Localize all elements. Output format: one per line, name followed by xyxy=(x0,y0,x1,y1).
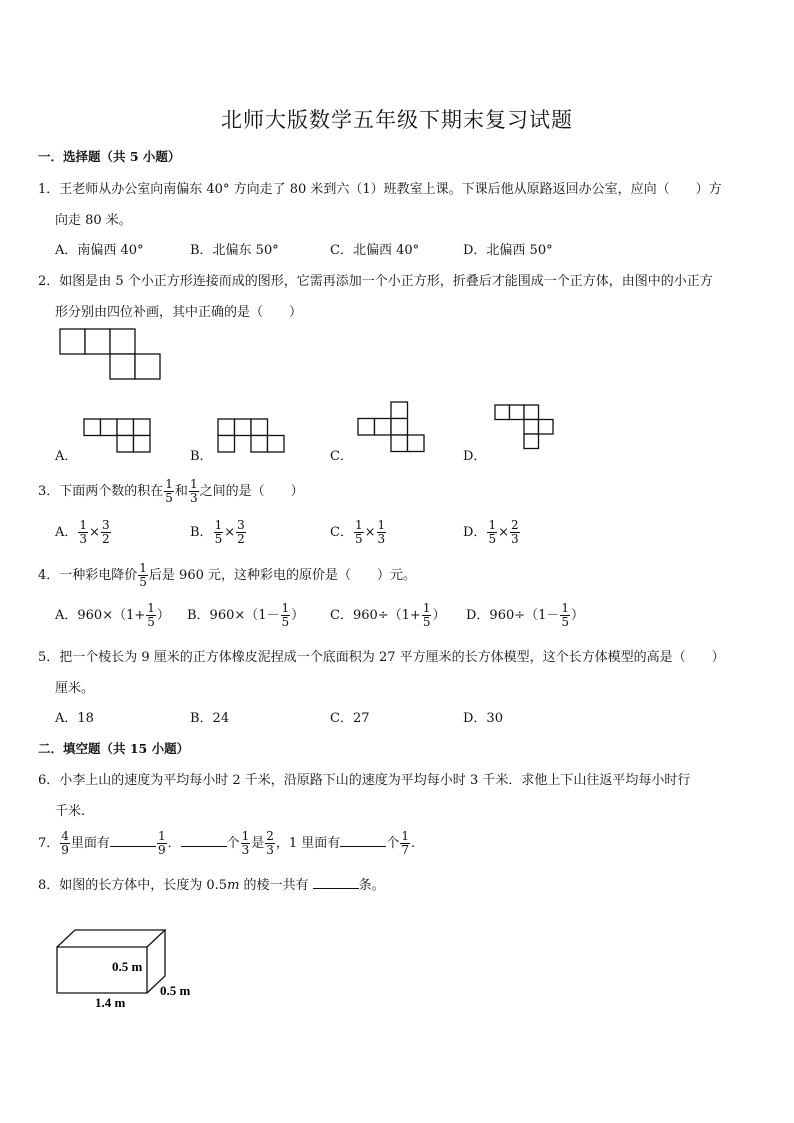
option-text: ） xyxy=(571,608,585,623)
q3-option-b xyxy=(190,519,247,546)
q3-option-c xyxy=(330,519,387,546)
q3-option-d xyxy=(463,519,521,546)
frac-numerator: 1 xyxy=(165,477,173,491)
q2-option-a-label: A． xyxy=(55,449,78,464)
frac-denominator: 5 xyxy=(354,532,363,546)
fraction xyxy=(377,519,387,546)
q1-option-d: D．北偏西 50° xyxy=(463,243,553,258)
question-number: 7． xyxy=(38,836,60,851)
fraction xyxy=(146,602,156,629)
q8-text: 的棱一共有 xyxy=(239,878,313,893)
frac-denominator: 3 xyxy=(189,491,198,505)
q1-option-b: B．北偏东 50° xyxy=(190,243,279,258)
q4-option-c xyxy=(330,602,445,629)
frac-numerator: 1 xyxy=(281,601,290,615)
frac-denominator: 5 xyxy=(165,491,173,505)
frac-numerator: 1 xyxy=(401,829,409,843)
section-heading-choice: 一．选择题（共 5 小题） xyxy=(38,149,181,164)
q7-text: 里面有 xyxy=(70,836,110,851)
q3-fraction-lower xyxy=(164,478,174,505)
fraction xyxy=(265,830,275,857)
operator: × xyxy=(89,525,100,540)
frac-denominator: 5 xyxy=(139,575,147,589)
frac-denominator: 2 xyxy=(237,532,245,546)
frac-numerator: 4 xyxy=(61,829,69,843)
frac-denominator: 5 xyxy=(147,615,155,629)
question-7 xyxy=(38,830,415,857)
frac-denominator: 3 xyxy=(266,843,274,857)
q8-text: 8．如图的长方体中，长度为 0.5 xyxy=(38,878,228,893)
frac-denominator: 5 xyxy=(488,532,497,546)
option-text: ） xyxy=(432,608,446,623)
frac-denominator: 5 xyxy=(214,532,223,546)
frac-numerator: 2 xyxy=(510,518,519,532)
option-text: D．960÷（1－ xyxy=(466,608,560,623)
frac-denominator: 5 xyxy=(281,615,290,629)
fraction xyxy=(60,830,70,857)
fraction xyxy=(487,519,497,546)
q7-text: . xyxy=(410,836,416,851)
cuboid-width-label: 0.5 m xyxy=(160,983,191,998)
option-label: A． xyxy=(55,525,78,540)
q4-text-prefix: 4．一种彩电降价 xyxy=(38,568,138,583)
frac-denominator: 2 xyxy=(101,532,110,546)
frac-numerator: 1 xyxy=(139,561,147,575)
q3-text-suffix: 之间的是（ ） xyxy=(199,484,304,499)
frac-numerator: 1 xyxy=(377,518,386,532)
fraction xyxy=(422,602,432,629)
option-text: ） xyxy=(291,608,305,623)
frac-numerator: 1 xyxy=(147,601,155,615)
answer-blank[interactable] xyxy=(313,876,359,889)
q2-option-d-label: D． xyxy=(463,449,487,464)
q2-option-b-label: B． xyxy=(190,449,213,464)
q2-option-c-figure xyxy=(358,402,428,454)
q2-option-c-label: C． xyxy=(330,449,353,464)
option-text: ） xyxy=(156,608,170,623)
cuboid-top-face xyxy=(57,930,165,947)
q4-option-d xyxy=(466,602,584,629)
q2-option-b-figure xyxy=(218,419,288,453)
section-heading-fill-in: 二．填空题（共 15 小题） xyxy=(38,741,190,756)
question-2-line-2: 形分别由四位补画，其中正确的是（ ） xyxy=(55,305,303,320)
question-3 xyxy=(38,478,304,505)
frac-numerator: 3 xyxy=(101,518,110,532)
q2-option-a-figure xyxy=(84,419,152,453)
q3-text-prefix: 3．下面两个数的积在 xyxy=(38,484,164,499)
page-title: 北师大版数学五年级下期末复习试题 xyxy=(221,108,573,132)
question-4 xyxy=(38,562,416,589)
q3-fraction-upper xyxy=(189,478,199,505)
fraction xyxy=(101,519,111,546)
q8-unit: m xyxy=(227,878,240,893)
answer-blank[interactable] xyxy=(110,834,156,847)
operator: × xyxy=(224,525,236,540)
q5-option-d: D．30 xyxy=(463,711,503,726)
frac-numerator: 1 xyxy=(214,518,223,532)
q1-option-c: C．北偏西 40° xyxy=(330,243,420,258)
q4-option-b xyxy=(187,602,304,629)
fraction xyxy=(214,519,224,546)
option-label: C． xyxy=(330,525,353,540)
fraction xyxy=(560,602,570,629)
q4-text-suffix: 后是 960 元，这种彩电的原价是（ ）元。 xyxy=(148,568,416,583)
question-6-line-1: 6．小李上山的速度为平均每小时 2 千米，沿原路下山的速度为平均每小时 3 千米．求他上下山往返平均每小时行 xyxy=(38,773,691,788)
fraction xyxy=(236,519,246,546)
q4-option-a xyxy=(55,602,170,629)
frac-numerator: 1 xyxy=(241,829,250,843)
frac-denominator: 9 xyxy=(157,843,166,857)
question-6-line-2: 千米. xyxy=(55,804,86,819)
frac-numerator: 1 xyxy=(189,477,198,491)
fraction xyxy=(78,519,88,546)
operator: × xyxy=(364,525,376,540)
frac-denominator: 5 xyxy=(422,615,431,629)
frac-denominator: 9 xyxy=(61,843,69,857)
q7-text: ，1 里面有 xyxy=(275,836,341,851)
frac-numerator: 1 xyxy=(488,518,497,532)
question-1-line-1: 1．王老师从办公室向南偏东 40° 方向走了 80 米到六（1）班教室上课。下课后他从原路返回办公室，应向（ ）方 xyxy=(38,182,722,197)
frac-numerator: 3 xyxy=(237,518,245,532)
frac-denominator: 3 xyxy=(377,532,386,546)
q3-option-a xyxy=(55,519,112,546)
question-8 xyxy=(38,874,385,893)
frac-denominator: 3 xyxy=(79,532,88,546)
frac-numerator: 1 xyxy=(354,518,363,532)
option-text: A．960×（1+ xyxy=(55,608,146,623)
frac-numerator: 1 xyxy=(157,829,166,843)
q8-cuboid-figure xyxy=(50,925,210,1015)
cuboid-length-label: 1.4 m xyxy=(95,995,126,1010)
frac-denominator: 7 xyxy=(401,843,409,857)
option-label: D． xyxy=(463,525,487,540)
fraction xyxy=(510,519,520,546)
fraction xyxy=(354,519,364,546)
operator: × xyxy=(498,525,509,540)
question-2-line-1: 2．如图是由 5 个小正方形连接而成的图形，它需再添加一个小正方形，折叠后才能围成一个正方体，由图中的小正方 xyxy=(38,274,713,289)
answer-blank[interactable] xyxy=(340,834,386,847)
q7-text: 是 xyxy=(251,836,265,851)
q4-fraction xyxy=(138,562,148,589)
question-5-line-1: 5．把一个棱长为 9 厘米的正方体橡皮泥捏成一个底面积为 27 平方厘米的长方体模型，这个长方体模型的高是（ ） xyxy=(38,650,725,665)
question-1-line-2: 向走 80 米。 xyxy=(55,213,132,228)
q7-text: 个 xyxy=(226,836,240,851)
fraction xyxy=(281,602,291,629)
frac-numerator: 1 xyxy=(422,601,431,615)
cuboid-height-label: 0.5 m xyxy=(112,959,143,974)
frac-numerator: 1 xyxy=(79,518,88,532)
q5-option-a: A．18 xyxy=(55,711,94,726)
fraction xyxy=(400,830,410,857)
q3-text-mid: 和 xyxy=(174,484,188,499)
q5-option-c: C．27 xyxy=(330,711,370,726)
q1-option-a: A．南偏西 40° xyxy=(55,243,144,258)
q2-option-d-figure xyxy=(495,405,555,457)
question-5-line-2: 厘米。 xyxy=(55,681,95,696)
frac-denominator: 3 xyxy=(241,843,250,857)
q7-text: ． xyxy=(167,836,181,851)
q8-text: 条。 xyxy=(358,878,385,893)
fraction xyxy=(241,830,251,857)
q2-net-figure xyxy=(60,329,162,380)
answer-blank[interactable] xyxy=(181,834,227,847)
frac-denominator: 5 xyxy=(561,615,570,629)
option-text: B．960×（1－ xyxy=(187,608,280,623)
frac-denominator: 3 xyxy=(510,532,519,546)
q5-option-b: B．24 xyxy=(190,711,230,726)
option-text: C．960÷（1+ xyxy=(330,608,421,623)
fraction xyxy=(157,830,167,857)
q7-text: 个 xyxy=(386,836,400,851)
option-label: B． xyxy=(190,525,213,540)
frac-numerator: 2 xyxy=(266,829,274,843)
frac-numerator: 1 xyxy=(561,601,570,615)
